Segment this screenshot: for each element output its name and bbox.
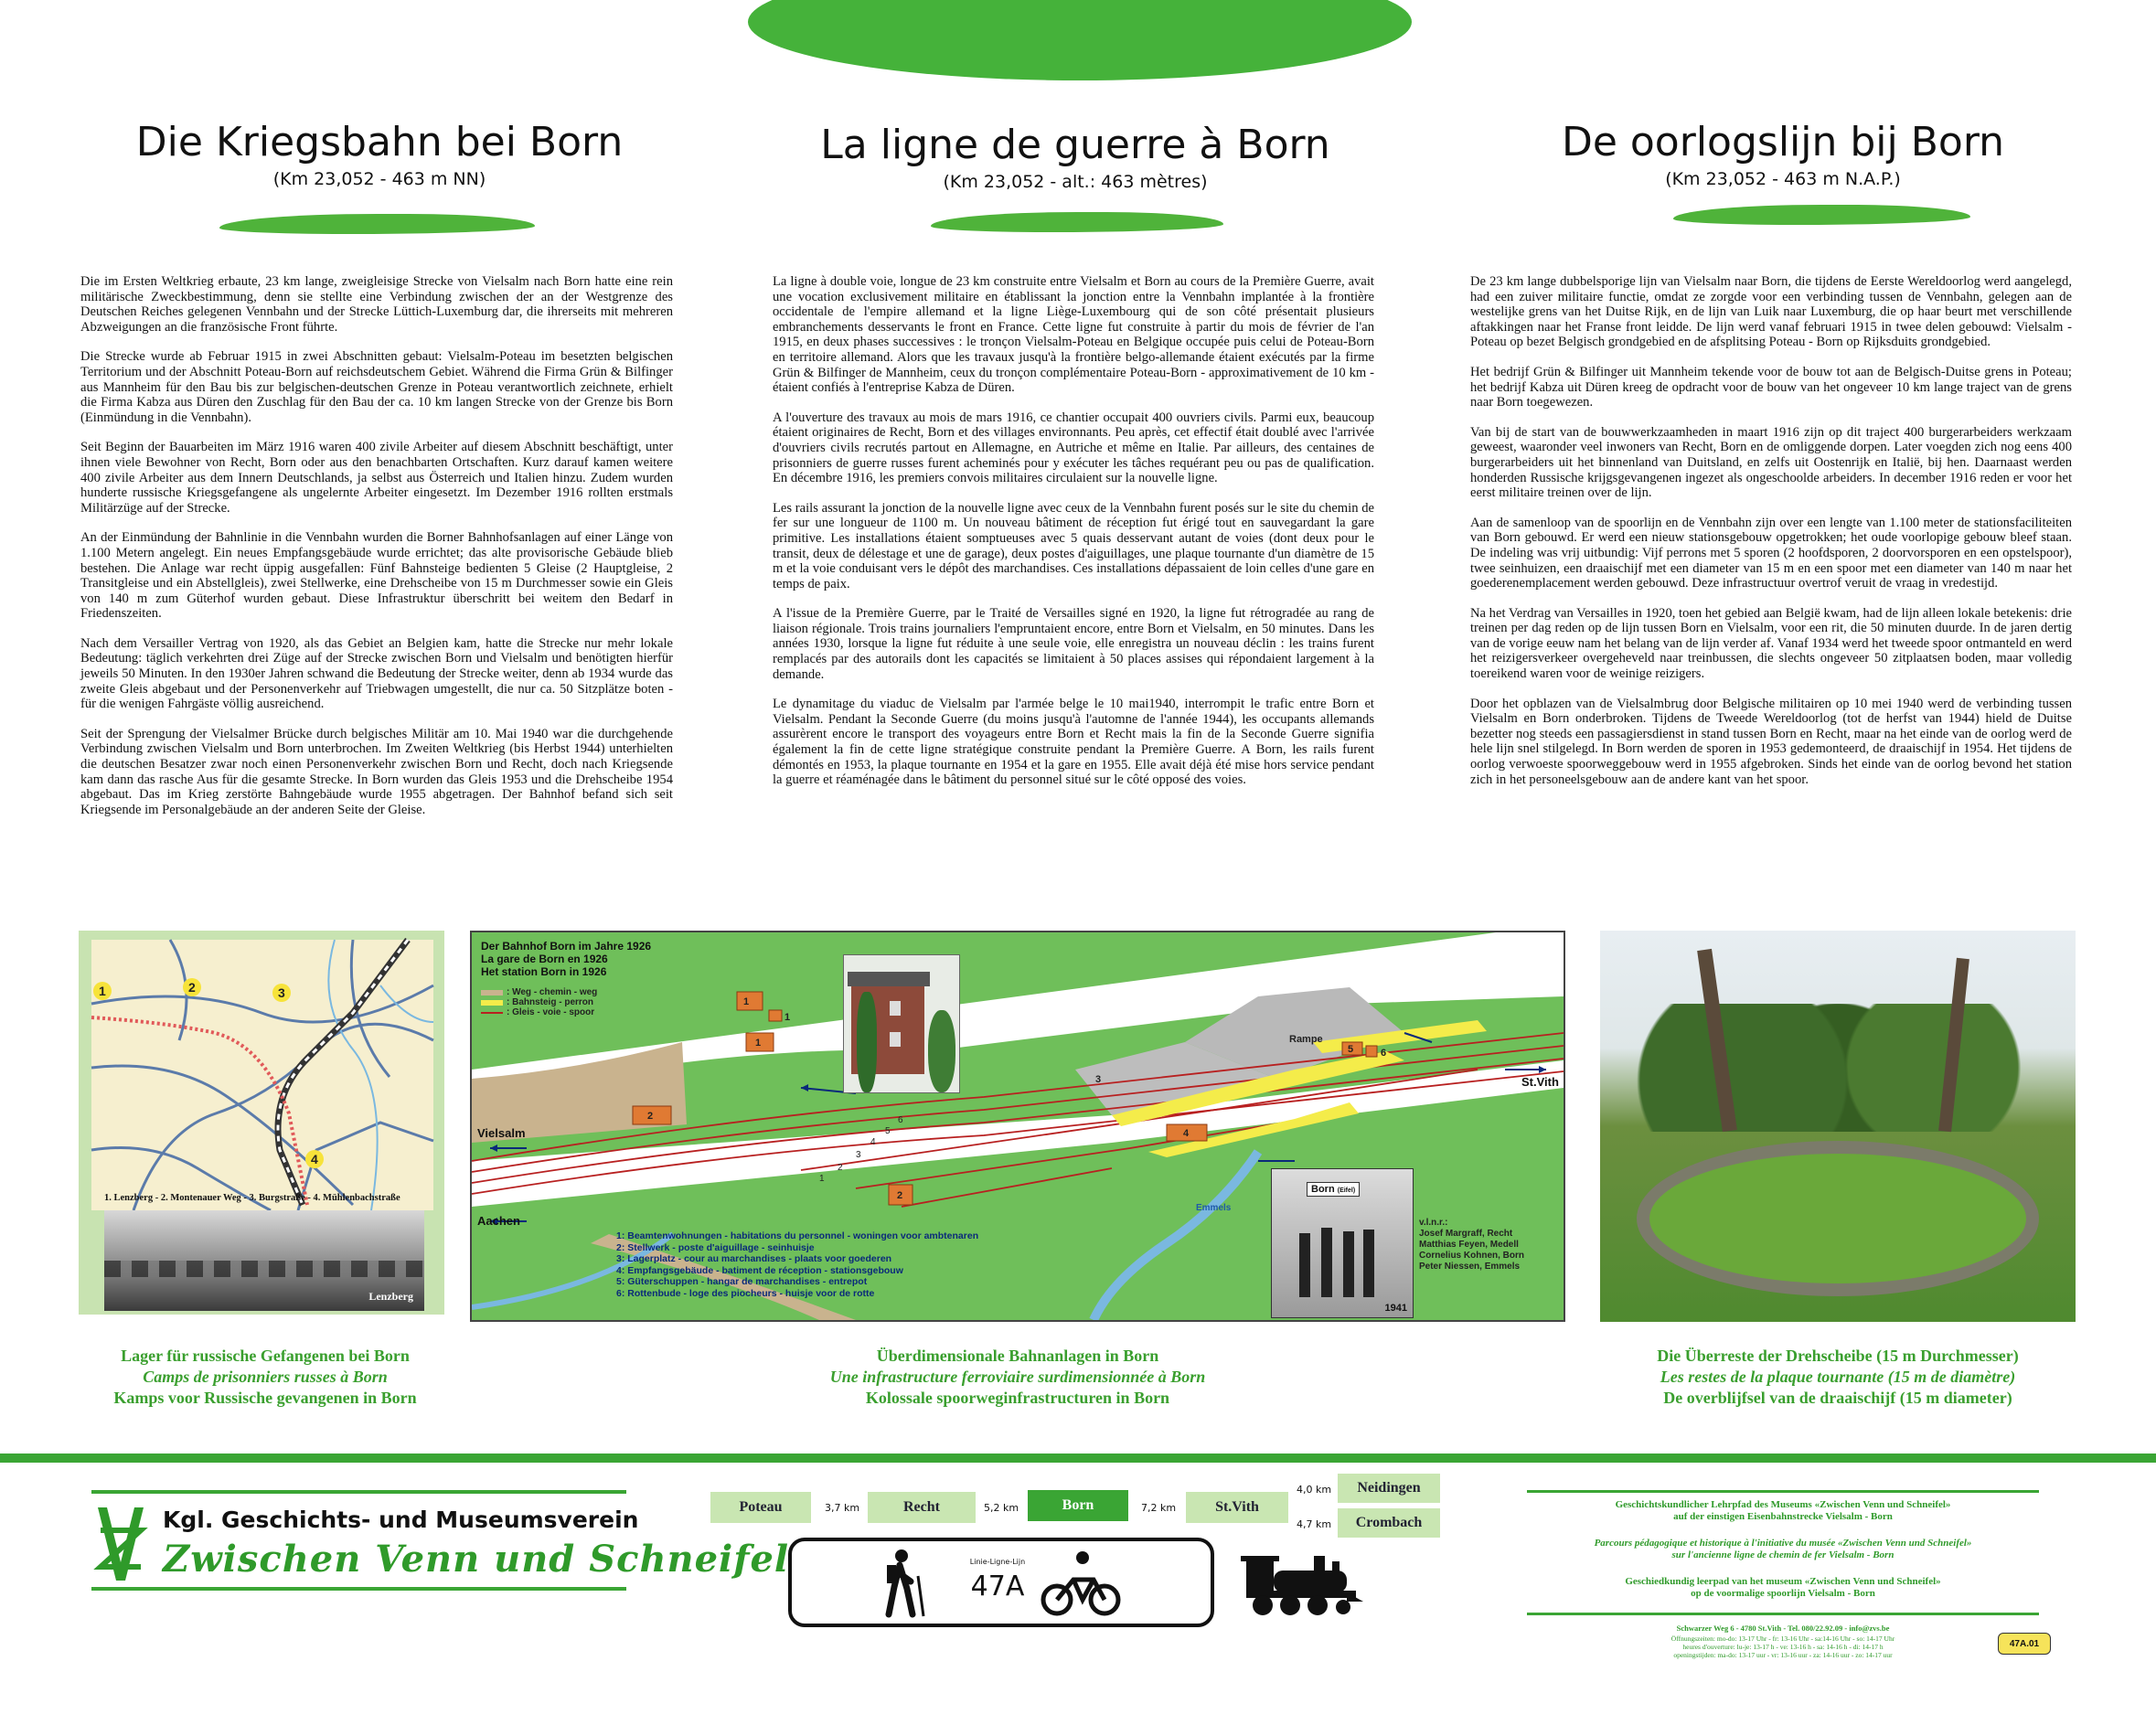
paragraph: Na het Verdrag van Versailles in 1920, toen het gebied aan België kwam, had de lijn alleen lokale betekenis: drie treinen per dag reden op de lijn tussen Born en Vielsalm, voor een rit, die 50 minuten duurde. In de jaren dertig van de vorige eeuw nam het belang van de lijn verder af. Vanaf 1934 werd het tweede spoor ontmanteld en werd het reizigersverkeer overgeheveld naar treinbussen, die slechts ongeveer 50 zitplaatsen boden, maar volledig toereikend waren voor de weinige reizigers. — [1470, 605, 2072, 682]
hiker-icon — [883, 1549, 929, 1618]
paragraph: Seit Beginn der Bauarbeiten im März 1916 waren 400 zivile Arbeiter auf diesem Abschnitt beschäftigt, unter ihnen viele Bewohner von Recht, Born oder aus den benachbarten Ortschaften. Kurz darauf kamen weitere 400 zivile Arbeiter aus dem Innern Deutschlands, ja selbst aus Österreich und Italien hinzu. Zudem wurden hunderte russische Kriegsgefangene als ungelernte Arbeiter eingesetzt. Im Dezember 1916 rollten erstmals Militärzüge auf der Strecke. — [80, 440, 673, 516]
trail-text-nl — [1527, 1576, 2039, 1600]
title-line: Der Bahnhof Born im Jahre 1926 — [481, 940, 652, 953]
title-line: Het station Born in 1926 — [481, 965, 607, 978]
stop-poteau: Poteau — [710, 1492, 811, 1523]
caption-line: De overblijfsel van de draaischijf (15 m diameter) — [1663, 1389, 2012, 1407]
station-house-photo — [843, 954, 960, 1093]
place-rampe: Rampe — [1289, 1034, 1323, 1045]
distance-label: 7,2 km — [1141, 1502, 1177, 1514]
building-number: 4 — [1183, 1128, 1190, 1139]
caption-line: Überdimensionale Bahnanlagen in Born — [876, 1347, 1159, 1365]
legend-label: : Gleis - voie - spoor — [507, 1007, 595, 1017]
paragraph: Les rails assurant la jonction de la nouvelle ligne avec ceux de la Vennbahn furent posés sur le site du chemin de fer sur une longueur de 1100 m. Un nouveau bâtiment de réception fut érigé tout en sauvegardant la gare primitive. Les installations étaient somptueuses avec 5 quais desservant autant de voies (dont deux pour le transit, deux de délestage et une de garage), deux postes d'aiguillages, une plaque tournante d'un diamètre de 15 m et la voie conduisant vers le dépôt des marchandises. Ces installations dépassaient de loin celles d'une gare en temps de paix. — [773, 500, 1374, 591]
paragraph: Aan de samenloop van de spoorlijn en de Vennbahn zijn over een lengte van 1.100 meter de stationsfaciliteiten van Born gebouwd. Er werd een nieuw stationsgebouw opgetrokken; het oude voorlopige gebouw bleef staan. De indeling was vrij uitbundig: Vijf perrons met 5 sporen (2 hoofdsporen, 2 doorvorsporen en een opstelspoor), twee seinhuizen, een draaischijf met een diameter van 15 m en een spoor met een diameter van 140 m naar het goederenemplacement werden gebouwd. Deze infrastructuur overtrof veruit de vraag in vredestijd. — [1470, 515, 2072, 591]
station-map-legend — [481, 987, 597, 1017]
caption-left — [55, 1346, 475, 1409]
key-item: 5: Güterschuppen - hangar de marchandises - entrepot — [616, 1276, 868, 1287]
turntable-pit — [1637, 1141, 2039, 1296]
map-legend: 1. Lenzberg - 2. Montenauer Weg - 3. Burgstraße - 4. Mühlenbachstraße — [104, 1193, 400, 1203]
stop-born: Born — [1028, 1490, 1128, 1521]
panel-code-badge: 47A.01 — [1998, 1633, 2051, 1655]
vzs-monogram-icon — [93, 1503, 148, 1585]
legend-label: : Weg - chemin - weg — [507, 987, 598, 997]
building-number: 1 — [784, 1012, 791, 1023]
photo-persons — [1419, 1218, 1524, 1272]
caption-right — [1582, 1346, 2094, 1409]
building-number: 1 — [743, 996, 750, 1007]
brush-stroke — [931, 212, 1223, 232]
hours-line: Öffnungszeiten: mo-do: 13-17 Uhr - fr: 13-16 Uhr - sa:14-16 Uhr - so: 14-17 Uhr — [1670, 1634, 1895, 1643]
paragraph: Van bij de start van de bouwwerkzaamheden in maart 1916 zijn op dit traject 400 burgerarbeiders werkzaam geweest, waaronder veel inwoners van Recht, Born en de omliggende dorpen. Later voegden zich nog eens 400 burgerarbeiders uit het binnenland van Duitsland, en zelfs uit Oostenrijk en Italië, bij hen. Daarnaast werden honderden Russische krijgsgevangenen ingezet als ongeschoolde arbeiders. In december 1916 reden er voor het eerst militaire treinen over de lijn. — [1470, 424, 2072, 501]
building-number: 2 — [897, 1190, 903, 1201]
line-number: 47A — [970, 1571, 1025, 1603]
legend-row — [481, 987, 597, 997]
brush-stroke — [1673, 205, 1970, 225]
caption-line: Lager für russische Gefangenen bei Born — [121, 1347, 410, 1365]
text-column-de — [80, 274, 673, 832]
photo-label: Lenzberg — [368, 1290, 413, 1303]
hours-line: openingstijden: ma-do: 13-17 uur - vr: 13-16 uur - za: 14-16 uur - zo: 14-17 uur — [1673, 1651, 1893, 1659]
person-line: v.l.n.r.: — [1419, 1218, 1448, 1228]
stop-crombach: Crombach — [1338, 1508, 1440, 1538]
key-item: 6: Rottenbude - loge des piocheurs - huisje voor de rotte — [616, 1287, 875, 1299]
text-column-nl — [1470, 274, 2072, 802]
photo-year: 1941 — [1384, 1303, 1407, 1314]
trail-text-de — [1527, 1499, 2039, 1523]
track-number: 3 — [856, 1150, 861, 1160]
text-line: Geschiedkundig leerpad van het museum «Zwischen Venn und Schneifel» — [1625, 1576, 1941, 1587]
bicycle-icon — [1041, 1549, 1123, 1618]
person-line: Matthias Feyen, Medell — [1419, 1240, 1519, 1250]
paragraph: Die im Ersten Weltkrieg erbaute, 23 km lange, zweigleisige Strecke von Vielsalm nach Born hatte eine rein militärische Zweckbestimmung, denn sie stellte eine Verbindung zwischen der an der Westgrenze des Deutschen Reiches gelegenen Vennbahn und der Strecke Lüttich-Luxemburg dar, die ihrerseits mit mehreren Abzweigungen an die französische Front führte. — [80, 274, 673, 335]
map-marker: 3 — [278, 985, 285, 1000]
legend-swatch — [481, 990, 503, 996]
subtitle-fr: (Km 23,052 - alt.: 463 mètres) — [943, 172, 1208, 192]
header-ellipse — [748, 0, 1412, 80]
stop-neidingen: Neidingen — [1338, 1474, 1440, 1503]
place-emmels: Emmels — [1196, 1203, 1232, 1213]
person-line: Josef Margraff, Recht — [1419, 1229, 1513, 1239]
title-nl: De oorlogslijn bij Born — [1561, 119, 2005, 165]
text-line: sur l'ancienne ligne de chemin de fer Vielsalm - Born — [1671, 1549, 1895, 1560]
place-aachen: Aachen — [477, 1214, 520, 1228]
key-item: 3: Lagerplatz - cour au marchandises - plaats voor goederen — [616, 1253, 892, 1264]
paragraph: Door het opblazen van de Vielsalmbrug door Belgische militairen op 10 mei 1940 werd de verbinding tussen Vielsalm en Born onderbroken. Tijdens de Tweede Wereldoorlog (tot de herfst van 1944) hield de Duitse bezetter nog steeds een passagiersdienst in stand tussen Born en Recht, maar na het einde van de oorlog werd de hele lijn snel stilgelegd. In Born werden de sporen in 1953 gedemonteerd, de draaischijf in 1954. Het tijdens de oorlog verwoeste spoorweggebouw werd in 1955 afgebroken. Sinds het einde van de oorlog bevond het station zich in het personeelsgebouw aan de andere kant van het spoor. — [1470, 696, 2072, 787]
footer-band — [0, 1453, 2156, 1463]
paragraph: A l'ouverture des travaux au mois de mars 1916, ce chantier occupait 400 ouvriers civils. Parmi eux, beaucoup étaient originaires de Recht, Born et des villages environnants. Peu après, cet effectif était doublé avec l'arrivée d'ouvriers civils recrutés partout en Allemagne, en Autriche et même en Italie. Par ailleurs, des centaines de prisonniers de guerre russes furent acheminés pour y exécuter les tâches requérant peu ou pas de qualification. En décembre 1916, les premiers convois militaires circulaient sur la nouvelle ligne. — [773, 410, 1374, 486]
locomotive-icon — [1241, 1549, 1365, 1618]
subtitle-nl: (Km 23,052 - 463 m N.A.P.) — [1665, 169, 1901, 189]
key-item: 1: Beamtenwohnungen - habitations du personnel - woningen voor ambtenaren — [616, 1230, 979, 1241]
paragraph: An der Einmündung der Bahnlinie in die Vennbahn wurden die Borner Bahnhofsanlagen auf einer Länge von 1.100 Metern angelegt. Ein neues Empfangsgebäude wurde errichtet; das alte provisorische Gebäude blieb bestehen. Die Anlage war recht üppig ausgefallen: Fünf Bahnsteige bedienten 5 Gleise (2 Hauptgleise, 2 Transitgleise und ein Abstellgleis), zwei Stellwerke, eine Drehscheibe von 15 m Durchmesser sowie ein Gleis von 140 m zum Güterhof wurden gebaut. Diese Infrastruktur überschritt bei weitem den Bedarf in Friedenszeiten. — [80, 530, 673, 622]
station-sign: Born — [1311, 1184, 1335, 1195]
opening-hours — [1527, 1634, 2039, 1659]
paragraph: Le dynamitage du viaduc de Vielsalm par l'armée belge le 10 mai1940, interrompit le trafic entre Born et Vielsalm. Pendant la Seconde Guerre (du moins jusqu'à l'automne de l'année 1944), les occupants allemands assurèrent encore le transport des voyageurs entre Born et Recht mais la fin de la Seconde Guerre signifia également la fin de cette ligne stratégique construite pendant la Première Guerre. A Born, les rails furent démontés en 1953, la plaque tournante en 1954 et la gare en 1955. Elle avait déjà été mise hors service pendant la guerre et réaménagée dans le bâtiment du personnel situé sur le côté opposé des voies. — [773, 697, 1374, 788]
building-number: 5 — [1348, 1044, 1354, 1055]
text-column-fr — [773, 274, 1374, 803]
turntable-photo — [1600, 931, 2076, 1322]
text-line: Geschichtskundlicher Lehrpfad des Museums «Zwischen Venn und Schneifel» — [1615, 1499, 1951, 1510]
caption-center — [743, 1346, 1292, 1409]
track-number: 4 — [870, 1137, 876, 1147]
caption-line: Une infrastructure ferroviaire surdimensionnée à Born — [829, 1368, 1206, 1386]
legend-swatch — [481, 1012, 503, 1014]
paragraph: La ligne à double voie, longue de 23 km construite entre Vielsalm et Born au cours de la Première Guerre, avait une vocation exclusivement militaire en établissant la jonction entre la Vennbahn implantée à la frontière occidentale de l'empire allemand et la ligne Liège-Luxembourg qui de son côté présentait plusieurs embranchements desservants le front en France. Cette ligne fut construite à partir du mois de février de l'an 1915, en deux phases successives : le tronçon Vielsalm-Poteau en Belgique occupée puis celui de Poteau-Born en territoire allemand. Alors que les travaux jusqu'à la frontière belgo-allemande étaient exécutés par la firme Grün & Bilfinger de Mannheim, ceux du tronçon complémentaire Poteau-Born - approximativement de 10 km - étaient confiés à l'entreprise Kabza de Düren. — [773, 274, 1374, 396]
distance-label: 5,2 km — [984, 1502, 1019, 1514]
legend-swatch — [481, 1000, 503, 1006]
legend-label: : Bahnsteig - perron — [507, 997, 594, 1007]
historic-photo-lenzberg — [104, 1210, 424, 1311]
station-map-title — [481, 940, 651, 978]
stop-stvith: St.Vith — [1186, 1492, 1288, 1523]
title-de: Die Kriegsbahn bei Born — [135, 119, 624, 165]
text-line: Parcours pédagogique et historique à l'initiative du musée «Zwischen Venn und Schneifel» — [1594, 1538, 1972, 1549]
line-label: Linie-Ligne-Lijn — [969, 1558, 1026, 1566]
paragraph: Die Strecke wurde ab Februar 1915 in zwei Abschnitten gebaut: Vielsalm-Poteau im besetzten belgischen Territorium und der Abschnitt Poteau-Born auf reichsdeutschem Gebiet. Während die Firma Grün & Bilfinger aus Mannheim für den Bau bis zur belgischen-deutschen Grenze in Poteau verantwortlich zeichnete, erhielt die Firma Kabza aus Düren den Zuschlag für den Bau der ca. 10 km langen Strecke von der Grenze bis Born (Einmündung in die Vennbahn). — [80, 349, 673, 425]
map-marker: 4 — [311, 1152, 318, 1166]
key-item: 4: Empfangsgebäude - batiment de réception - stationsgebouw — [616, 1264, 903, 1276]
station-map — [470, 931, 1565, 1322]
title-fr: La ligne de guerre à Born — [820, 122, 1330, 168]
station-sign-small: (Eifel) — [1337, 1187, 1356, 1194]
museum-address: Schwarzer Weg 6 - 4780 St.Vith - Tel. 080/22.92.09 - info@zvs.be — [1676, 1624, 1890, 1633]
paragraph: De 23 km lange dubbelsporige lijn van Vielsalm naar Born, die tijdens de Eerste Wereldoorlog werd aangelegd, had een zuiver militaire functie, omdat ze zorgde voor een verbinding tussen de Vennbahn, gelegen aan de westelijke grens van het Duitse Rijk, en de lijn van Luik naar Luxemburg, die op haar beurt met verschillende aftakkingen naar het Franse front leidde. De lijn werd vanaf februari 1915 in twee delen gebouwd: Vielsalm -Poteau op bezet Belgisch grondgebied en de afsplitsing Poteau - Born op Rijksduits grondgebied. — [1470, 274, 2072, 350]
distance-label: 4,0 km — [1297, 1484, 1332, 1496]
caption-line: Camps de prisonniers russes à Born — [143, 1368, 388, 1386]
org-line2: Zwischen Venn und Schneifel — [163, 1538, 790, 1581]
place-vielsalm: Vielsalm — [477, 1126, 526, 1140]
subtitle-de: (Km 23,052 - 463 m NN) — [272, 169, 486, 189]
text-line: op de voormalige spoorlijn Vielsalm - Born — [1691, 1588, 1875, 1599]
paragraph: A l'issue de la Première Guerre, par le Traité de Versailles signé en 1920, la ligne fut rétrogradée au rang de liaison régionale. Trois trains journaliers l'empruntaient encore, entre Born et Vielsalm, en 50 minutes. Dans les années 1930, lorsque la ligne fut réduite à une seule voie, elle enregistra un nouveau déclin : les trains furent remplacés par des autorails dont les capacités se limitaient à 50 places assises qui répondaient largement à la demande. — [773, 606, 1374, 682]
legend-row — [481, 997, 597, 1007]
route-box — [788, 1538, 1214, 1627]
brush-stroke — [219, 214, 535, 234]
caption-line: Kamps voor Russische gevangenen in Born — [113, 1389, 417, 1407]
track-number: 1 — [819, 1174, 825, 1184]
caption-line: Kolossale spoorweginfrastructuren in Born — [865, 1389, 1170, 1407]
place-stvith: St.Vith — [1521, 1075, 1559, 1089]
caption-line: Die Überreste der Drehscheibe (15 m Durchmesser) — [1657, 1347, 2019, 1365]
org-line1: Kgl. Geschichts- und Museumsverein — [163, 1507, 639, 1533]
area-number: 3 — [1095, 1074, 1102, 1085]
track-number: 5 — [885, 1126, 891, 1136]
text-line: auf der einstigen Eisenbahnstrecke Vielsalm - Born — [1673, 1511, 1893, 1522]
person-line: Peter Niessen, Emmels — [1419, 1262, 1521, 1272]
map-marker: 2 — [188, 980, 196, 995]
title-line: La gare de Born en 1926 — [481, 953, 608, 965]
legend-row — [481, 1007, 597, 1017]
track-number: 2 — [838, 1163, 843, 1173]
map-marker: 1 — [99, 984, 106, 998]
building-number: 6 — [1381, 1048, 1387, 1059]
distance-label: 3,7 km — [825, 1502, 860, 1514]
person-line: Cornelius Kohnen, Born — [1419, 1251, 1524, 1261]
station-key — [616, 1230, 978, 1299]
building-number: 2 — [647, 1111, 654, 1122]
distance-label: 4,7 km — [1297, 1518, 1332, 1530]
town-map — [79, 931, 444, 1315]
track-number: 6 — [898, 1115, 903, 1125]
stop-recht: Recht — [868, 1492, 976, 1523]
building-number: 1 — [755, 1038, 762, 1049]
paragraph: Nach dem Versailler Vertrag von 1920, als das Gebiet an Belgien kam, hatte die Strecke nur mehr lokale Bedeutung: täglich verkehrten drei Züge auf der Strecke zwischen Born und Vielsalm und benötigten hierfür jeweils 50 Minuten. In den 1930er Jahren schwand die Bedeutung der Strecke weiter, denn ab 1934 wurde das zweite Gleis abgebaut und der Personenverkehr auf Triebwagen umgestellt, die nur ca. 50 Sitzplätze boten - für die wenigen Fahrgäste völlig ausreichend. — [80, 635, 673, 712]
paragraph: Het bedrijf Grün & Bilfinger uit Mannheim tekende voor de bouw tot aan de Belgisch-Duitse grens in Poteau; het bedrijf Kabza uit Düren kreeg de opdracht voor de bouw van het ongeveer 10 km lange traject van de grens naar Born toegewezen. — [1470, 364, 2072, 410]
hours-line: heures d'ouverture: lu-je: 13-17 h - ve: 13-16 h - sa: 14-16 h - di: 14-17 h — [1682, 1643, 1884, 1651]
paragraph: Seit der Sprengung der Vielsalmer Brücke durch belgisches Militär am 10. Mai 1940 war die durchgehende Verbindung zwischen Vielsalm und Born unterbrochen. Im Zweiten Weltkrieg (bis Herbst 1944) unterhielten die deutschen Besatzer zwar noch einen Personenverkehr zwischen Born und Recht, doch nach Kriegsende kam dann das rasche Aus für die gesamte Strecke. In Born wurden das Gleis 1953 und die Drehscheibe 1954 abgebaut. Das im Krieg zerstörte Bahngebäude wurde 1955 abgetragen. Der Bahnhof befand sich seit Kriegsende im Personalgebäude an der anderen Seite der Gleise. — [80, 726, 673, 817]
historic-photo-1941 — [1271, 1168, 1414, 1318]
key-item: 2: Stellwerk - poste d'aiguillage - seinhuisje — [616, 1241, 815, 1253]
trail-text-fr — [1527, 1538, 2039, 1561]
caption-line: Les restes de la plaque tournante (15 m de diamètre) — [1660, 1368, 2016, 1386]
